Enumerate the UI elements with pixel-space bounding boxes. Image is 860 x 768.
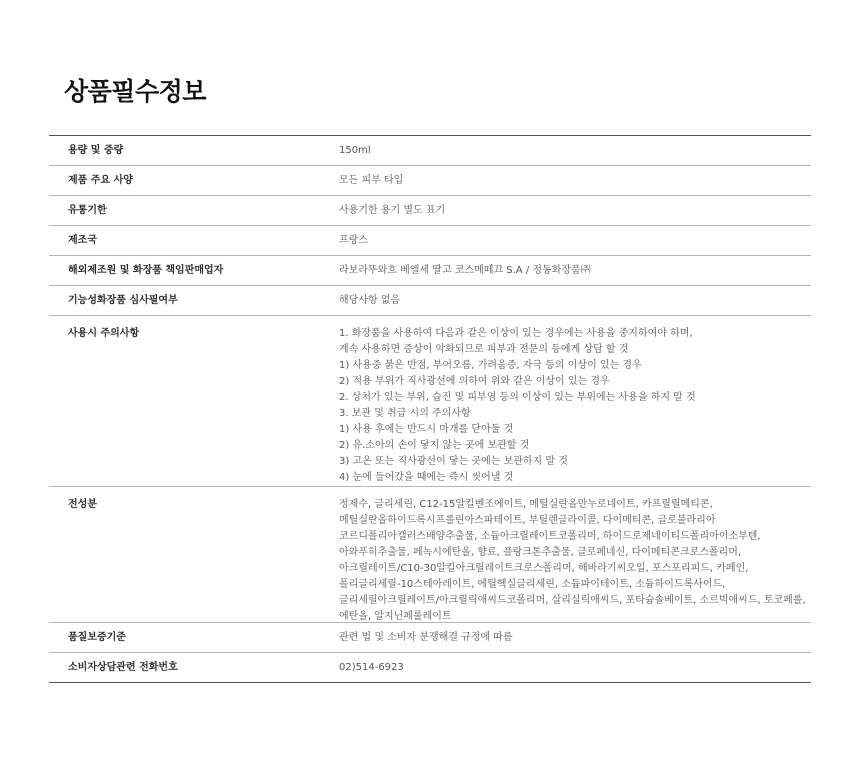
ingredients-line: 정제수, 글리세린, C12-15알킬벤조에이트, 메틸실란올만누로네이트, 카프릴릴메티콘, [339, 499, 713, 510]
table-row-spec [49, 166, 811, 196]
ingredients-line: 아크릴레이트/C10-30알킬아크릴레이트크로스폴리머, 해바라기씨오일, 포스포리피드, 카페인, [339, 563, 749, 574]
ingredients-line: 코르디폴리아캘러스배양추출물, 소듐아크릴레이트코폴리머, 하이드로제네이티드폴리아이소부텐, [339, 531, 761, 542]
ingredients-line: 폴리글리세릴-10스테아레이트, 에틸헥실글리세린, 소듐파이테이트, 소듐하이드록사이드, [339, 579, 726, 590]
table-row-expiry [49, 196, 811, 226]
row-label: 소비자상담관련 전화번호 [68, 662, 178, 673]
caution-line: 2. 상처가 있는 부위, 습진 및 피부염 등의 이상이 있는 부위에는 사용을 하지 말 것 [339, 392, 696, 403]
ingredients-line: 에탄올, 알지닌페룰레이트 [339, 611, 452, 622]
row-value: 02)514-6923 [339, 662, 404, 673]
caution-line: 1) 사용 후에는 반드시 마개를 닫아둘 것 [339, 424, 514, 435]
row-value: 사용기한 용기 별도 표기 [339, 205, 446, 216]
caution-line: 1. 화장품을 사용하여 다음과 같은 이상이 있는 경우에는 사용을 중지하여야 하며, [339, 328, 693, 339]
table-row-functional-review [49, 286, 811, 316]
ingredients-line: 글리세릴아크릴레이트/아크릴릭애씨드코폴리머, 살리실릭애씨드, 포타슘솔베이트, 소르빅애씨드, 토코페롤, [339, 595, 806, 606]
table-row-caution [49, 316, 811, 487]
ingredients-line: 아와푸히추출물, 페녹시에탄올, 향료, 플랑크톤추출물, 클로페네신, 다이메티콘크로스폴리머, [339, 547, 742, 558]
caution-line: 1) 사용중 붉은 반점, 부어오름, 가려움증, 자극 등의 이상이 있는 경우 [339, 360, 642, 371]
row-value: 해당사항 없음 [339, 295, 401, 306]
row-label: 기능성화장품 심사필여부 [68, 295, 178, 306]
table-row-country [49, 226, 811, 256]
table-row-ingredients [49, 487, 811, 623]
row-label: 해외제조원 및 화장품 책임판매업자 [68, 265, 224, 276]
row-label: 제조국 [68, 235, 97, 246]
caution-text [339, 316, 811, 486]
product-info-table [49, 135, 811, 683]
caution-line: 4) 눈에 들어갔을 때에는 즉시 씻어낼 것 [339, 472, 514, 483]
caution-line: 2) 적용 부위가 직사광선에 의하여 위와 같은 이상이 있는 경우 [339, 376, 610, 387]
row-value: 150ml [339, 145, 371, 156]
table-row-consumer-phone [49, 653, 811, 683]
caution-line: 2) 유.소아의 손이 닿지 않는 곳에 보관할 것 [339, 440, 530, 451]
table-row-quality-standard [49, 623, 811, 653]
row-value: 모든 피부 타입 [339, 175, 404, 186]
caution-line: 3) 고온 또는 직사광선이 닿는 곳에는 보관하지 말 것 [339, 456, 568, 467]
row-value: 라보라뚜와흐 베엘세 딸고 코스메떼끄 S.A / 정동화장품㈜ [339, 265, 591, 276]
row-label: 전성분 [68, 499, 97, 510]
row-value: 관련 법 및 소비자 분쟁해결 규정에 따름 [339, 632, 513, 643]
table-row-manufacturer [49, 256, 811, 286]
row-label: 제품 주요 사양 [68, 175, 133, 186]
row-label: 유통기한 [68, 205, 107, 216]
table-row-volume [49, 136, 811, 166]
page-title: 상품필수정보 [64, 77, 206, 106]
ingredients-text [339, 487, 811, 622]
ingredients-line: 메틸실란올하이드록시프롤린아스파테이트, 부틸렌글라이콜, 다이메티콘, 글로불라리아 [339, 515, 716, 526]
row-label: 사용시 주의사항 [68, 328, 140, 339]
caution-line: 계속 사용하면 증상이 악화되므로 피부과 전문의 등에게 상담 할 것 [339, 344, 629, 355]
row-label: 품질보증기준 [68, 632, 126, 643]
caution-line: 3. 보관 및 취급 시의 주의사항 [339, 408, 471, 419]
row-label: 용량 및 중량 [68, 145, 124, 156]
row-value: 프랑스 [339, 235, 368, 246]
